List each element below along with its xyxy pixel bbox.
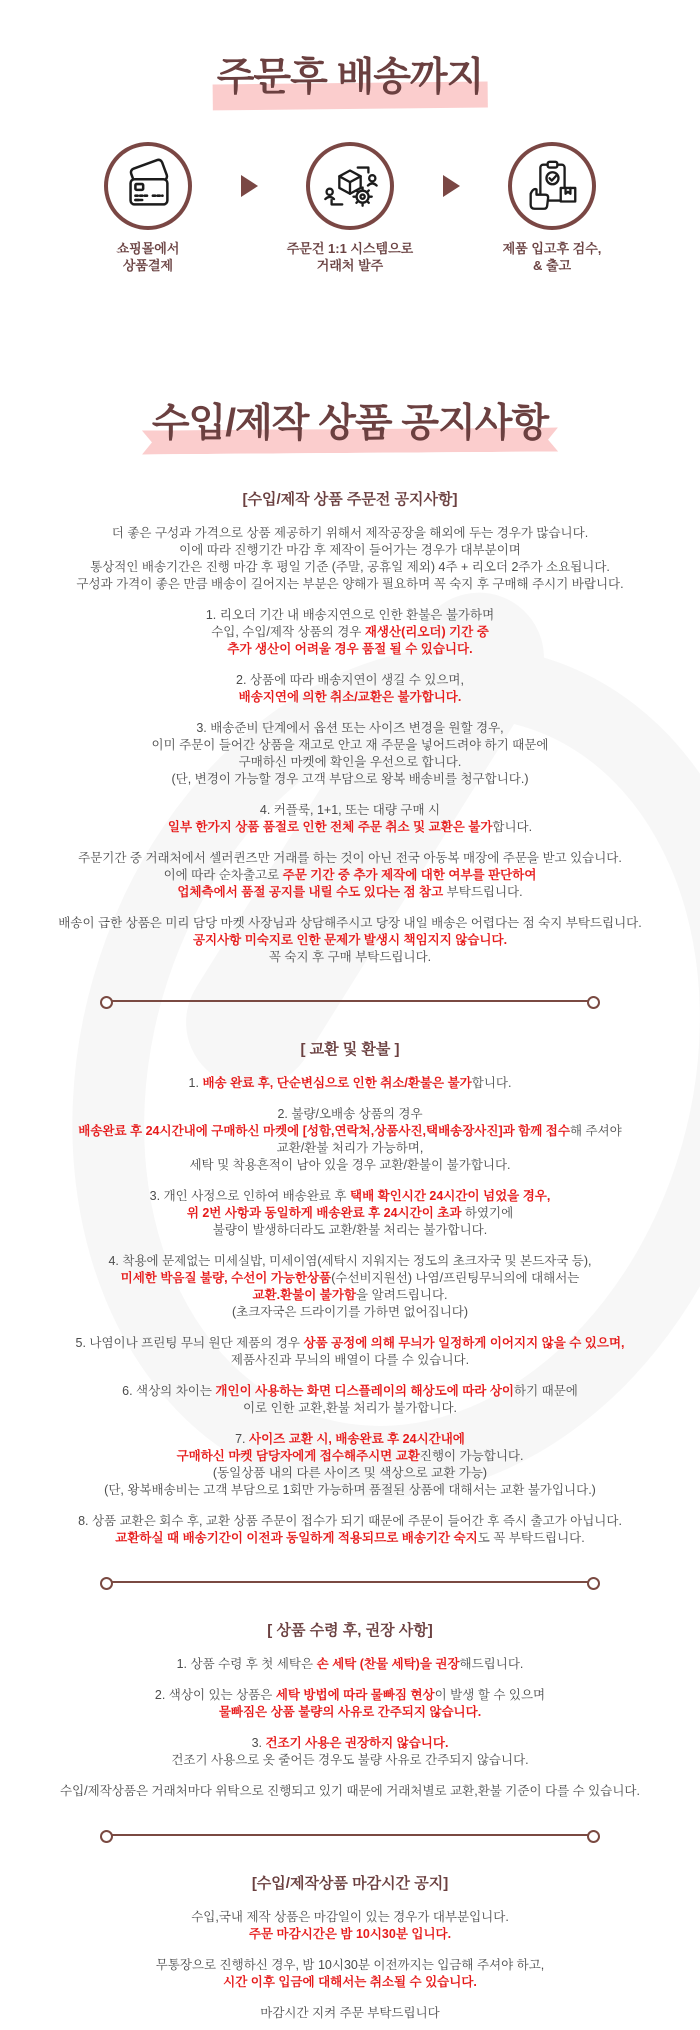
- section-exchange-refund: [0, 1038, 700, 1547]
- text-segment: 교환하실 때 배송기간이 이전과 동일하게 적용되므로 배송기간 숙지: [115, 1531, 478, 1545]
- text-segment: (수선비지원선) 나염/프린팅무늬의에 대해서는: [331, 1271, 580, 1285]
- text-line: [0, 884, 700, 901]
- divider-line: [110, 1000, 590, 1002]
- text-block: [0, 1253, 700, 1321]
- text-segment: 1.: [188, 1076, 203, 1090]
- text-block: [0, 1783, 700, 1800]
- text-segment: 7.: [235, 1432, 250, 1446]
- step-payment-label-line1: 쇼핑몰에서: [116, 241, 180, 256]
- title2-wrap: [152, 392, 548, 448]
- text-segment: 재생산(리오더) 기간 중: [364, 625, 489, 639]
- text-line: [0, 1957, 700, 1974]
- step-order-system-label: [287, 240, 413, 274]
- text-block: [0, 1735, 700, 1769]
- text-segment: 부탁드립니다.: [443, 885, 523, 899]
- text-line: [0, 867, 700, 884]
- text-line: [0, 802, 700, 819]
- text-segment: 합니다.: [492, 820, 533, 834]
- text-line: [0, 1287, 700, 1304]
- text-segment: 해드립니다.: [459, 1657, 524, 1671]
- text-line: [0, 771, 700, 788]
- section-header: [ 상품 수령 후, 권장 사항]: [267, 1622, 433, 1639]
- text-segment: 세탁 방법에 따라 물빠짐 현상: [275, 1688, 435, 1702]
- text-segment: 주문 마감시간은 밤 10시30분 입니다.: [248, 1927, 452, 1941]
- text-line: [0, 1075, 700, 1092]
- text-line: [0, 2005, 700, 2022]
- text-line: [0, 1335, 700, 1352]
- text-segment: 3. 배송준비 단계에서 옵션 또는 사이즈 변경을 원할 경우,: [196, 721, 504, 735]
- text-segment: 상품 공정에 의해 무늬가 일정하게 이어지지 않을 수 있으며,: [303, 1336, 625, 1350]
- text-line: [0, 1431, 700, 1448]
- arrow-2: [438, 142, 464, 197]
- text-line: [0, 1926, 700, 1943]
- text-segment: 5. 나염이나 프린팅 무늬 원단 제품의 경우: [75, 1336, 304, 1350]
- text-segment: 이로 인한 교환,환불 처리가 불가합니다.: [242, 1401, 458, 1415]
- step-inspection-label: [503, 240, 602, 274]
- order-system-circle: [306, 142, 394, 230]
- text-line: [0, 1974, 700, 1991]
- text-segment: 개인이 사용하는 화면 디스플레이의 해상도에 따라 상이: [215, 1384, 514, 1398]
- text-segment: 꼭 숙지 후 구매 부탁드립니다.: [268, 950, 432, 964]
- text-line: [0, 1157, 700, 1174]
- text-segment: (동일상품 내의 다른 사이즈 및 색상으로 교환 가능): [212, 1466, 488, 1480]
- text-segment: 건조기 사용은 권장하지 않습니다.: [265, 1736, 449, 1750]
- arrow-right-icon: [443, 175, 460, 197]
- title1-text: 주문후 배송까지: [216, 56, 484, 99]
- text-segment: 배송이 급한 상품은 미리 담당 마켓 사장님과 상담해주시고 당장 내일 배송은 어렵다는 점 숙지 부탁드립니다.: [58, 916, 642, 930]
- step-order-system-label-line2: 거래처 발주: [316, 258, 384, 273]
- text-segment: 도 꼭 부탁드립니다.: [477, 1531, 585, 1545]
- text-segment: 3.: [251, 1736, 266, 1750]
- text-block: [0, 1909, 700, 1943]
- text-line: [0, 1253, 700, 1270]
- text-block: [0, 525, 700, 593]
- text-line: [0, 949, 700, 966]
- order-system-icon: [319, 155, 381, 217]
- text-segment: 하기 때문에: [514, 1384, 578, 1398]
- text-segment: 시간 이후 입금에 대해서는 취소될 수 있습니다.: [223, 1975, 477, 1989]
- text-segment: 공지사항 미숙지로 인한 문제가 발생시 책임지지 않습니다.: [192, 933, 508, 947]
- text-block: [0, 720, 700, 788]
- section-body: [0, 1909, 700, 2022]
- text-segment: 구성과 가격이 좋은 만큼 배송이 길어지는 부분은 양해가 필요하며 꼭 숙지 후 구매해 주시기 바랍니다.: [76, 577, 624, 591]
- text-segment: 구매하신 마켓 담당자에게 접수해주시면 교환: [176, 1449, 420, 1463]
- text-segment: 1. 리오더 기간 내 배송지연으로 인한 환불은 불가하며: [205, 608, 495, 622]
- text-segment: 6. 색상의 차이는: [122, 1384, 216, 1398]
- divider-ring-right: [587, 1577, 600, 1590]
- divider-ring-left: [100, 1577, 113, 1590]
- text-line: [0, 932, 700, 949]
- text-line: [0, 1188, 700, 1205]
- text-segment: 2. 불량/오배송 상품의 경우: [277, 1107, 423, 1121]
- text-block: [0, 1687, 700, 1721]
- step-payment: [60, 142, 236, 274]
- step-inspection-label-line2: & 출고: [532, 258, 572, 273]
- text-block: [0, 1513, 700, 1547]
- text-segment: 이에 따라 진행기간 마감 후 제작이 들어가는 경우가 대부분이며: [179, 543, 521, 557]
- text-segment: 교환/환불 처리가 가능하며,: [276, 1141, 424, 1155]
- text-segment: 1. 상품 수령 후 첫 세탁은: [176, 1657, 317, 1671]
- step-inspection-label-line1: 제품 입고후 검수,: [502, 241, 602, 256]
- text-line: [0, 1704, 700, 1721]
- text-segment: (단, 변경이 가능할 경우 고객 부담으로 왕복 배송비를 청구합니다.): [171, 772, 529, 786]
- text-line: [0, 1530, 700, 1547]
- text-block: [0, 1656, 700, 1673]
- text-segment: 세탁 및 착용흔적이 남아 있을 경우 교환/환불이 불가합니다.: [189, 1158, 511, 1172]
- text-segment: 주문기간 중 거래처에서 셀러퀸즈만 거래를 하는 것이 아닌 전국 아동복 매장에 주문을 받고 있습니다.: [78, 851, 622, 865]
- text-line: [0, 1400, 700, 1417]
- text-block: [0, 1957, 700, 1991]
- text-segment: 미세한 박음질 불량, 수선이 가능한상품: [120, 1271, 332, 1285]
- text-block: [0, 1335, 700, 1369]
- import-notice-title: [0, 392, 700, 448]
- text-line: [0, 1513, 700, 1530]
- text-segment: 불량이 발생하더라도 교환/환불 처리는 불가합니다.: [212, 1223, 488, 1237]
- text-segment: 을 알려드립니다.: [356, 1288, 448, 1302]
- text-line: [0, 737, 700, 754]
- step-order-system-label-line1: 주문건 1:1 시스템으로: [286, 241, 414, 256]
- text-block: [0, 1075, 700, 1092]
- title1-wrap: [217, 46, 484, 102]
- text-line: [0, 525, 700, 542]
- text-line: [0, 720, 700, 737]
- text-line: [0, 1205, 700, 1222]
- payment-circle: [104, 142, 192, 230]
- text-line: [0, 624, 700, 641]
- text-segment: 제품사진과 무늬의 배열이 다를 수 있습니다.: [230, 1353, 470, 1367]
- text-segment: 택배 확인시간 24시간이 넘었을 경우,: [350, 1189, 551, 1203]
- text-segment: 배송 완료 후, 단순변심으로 인한 취소/환불은 불가: [202, 1076, 472, 1090]
- text-segment: 무통장으로 진행하신 경우, 밤 10시30분 이전까지는 입금해 주셔야 하고,: [155, 1958, 545, 1972]
- text-segment: 진행이 가능합니다.: [419, 1449, 524, 1463]
- text-segment: 수입/제작상품은 거래처마다 위탁으로 진행되고 있기 때문에 거래처별로 교환,환불 기준이 다를 수 있습니다.: [60, 1784, 640, 1798]
- text-line: [0, 850, 700, 867]
- text-segment: 합니다.: [471, 1076, 512, 1090]
- text-line: [0, 1222, 700, 1239]
- inspection-circle: [508, 142, 596, 230]
- step-order-system: [262, 142, 438, 274]
- text-segment: 2. 색상이 있는 상품은: [154, 1688, 276, 1702]
- text-segment: 일부 한가지 상품 품절로 인한 전체 주문 취소 및 교환은 불가: [167, 820, 493, 834]
- text-segment: 수입, 수입/제작 상품의 경우: [211, 625, 365, 639]
- title2-text: 수입/제작 상품 공지사항: [151, 402, 549, 445]
- section-body: [0, 525, 700, 966]
- order-process-steps: [0, 142, 700, 274]
- text-line: [0, 542, 700, 559]
- section-after-receipt: [0, 1619, 700, 1800]
- section-divider: [100, 996, 600, 1008]
- divider-ring-right: [587, 1830, 600, 1843]
- divider-ring-right: [587, 996, 600, 1009]
- text-segment: 수입,국내 제작 상품은 마감일이 있는 경우가 대부분입니다.: [191, 1910, 509, 1924]
- text-line: [0, 1140, 700, 1157]
- text-segment: 위 2번 사항과 동일하게 배송완료 후 24시간이 초과: [186, 1206, 462, 1220]
- credit-card-icon: [117, 155, 179, 217]
- text-block: [0, 1188, 700, 1239]
- step-inspection: [464, 142, 640, 274]
- divider-ring-left: [100, 1830, 113, 1843]
- text-line: [0, 576, 700, 593]
- arrow-1: [236, 142, 262, 197]
- text-line: [0, 672, 700, 689]
- divider-line: [110, 1834, 590, 1836]
- text-segment: 구매하신 마켓에 확인을 우선으로 합니다.: [238, 755, 462, 769]
- text-line: [0, 689, 700, 706]
- text-segment: 3. 개인 사정으로 인하여 배송완료 후: [149, 1189, 350, 1203]
- text-segment: 손 세탁 (찬물 세탁)을 권장: [316, 1657, 460, 1671]
- text-segment: 배송완료 후 24시간내에 구매하신 마켓에 [성함,연락처,상품사진,택배송장사진]과 함께 접수: [78, 1124, 570, 1138]
- text-block: [0, 1383, 700, 1417]
- text-line: [0, 1123, 700, 1140]
- section-header: [ 교환 및 환불 ]: [300, 1041, 400, 1058]
- text-line: [0, 1783, 700, 1800]
- text-line: [0, 1482, 700, 1499]
- text-segment: 물빠짐은 상품 불량의 사유로 간주되지 않습니다.: [218, 1705, 482, 1719]
- text-line: [0, 819, 700, 836]
- step-payment-label: [117, 240, 180, 274]
- inspection-shipping-icon: [521, 155, 583, 217]
- text-segment: 이 발생 할 수 있으며: [434, 1688, 546, 1702]
- text-line: [0, 915, 700, 932]
- text-block: [0, 1431, 700, 1499]
- section-header: [수입/제작상품 마감시간 공지]: [251, 1875, 449, 1892]
- section-header: [수입/제작 상품 주문전 공지사항]: [242, 491, 458, 508]
- section-deadline-notice: [0, 1872, 700, 2022]
- section-pre-order-notice: [0, 488, 700, 966]
- text-segment: 통상적인 배송기간은 진행 마감 후 평일 기준 (주말, 공휴일 제외) 4주 + 리오더 2주가 소요됩니다.: [90, 560, 610, 574]
- text-line: [0, 559, 700, 576]
- text-block: [0, 802, 700, 836]
- section-body: [0, 1656, 700, 1800]
- text-line: [0, 1304, 700, 1321]
- text-line: [0, 1383, 700, 1400]
- text-segment: 업체측에서 품절 공지를 내릴 수도 있다는 점 참고: [177, 885, 444, 899]
- text-segment: 하였기에: [461, 1206, 514, 1220]
- arrow-right-icon: [241, 175, 258, 197]
- text-segment: 배송지연에 의한 취소/교환은 불가합니다.: [238, 690, 462, 704]
- text-segment: 사이즈 교환 시, 배송완료 후 24시간내에: [249, 1432, 465, 1446]
- text-segment: 더 좋은 구성과 가격으로 상품 제공하기 위해서 제작공장을 해외에 두는 경우가 많습니다.: [111, 526, 589, 540]
- text-segment: (초크자국은 드라이기를 가하면 없어집니다): [231, 1305, 469, 1319]
- text-block: [0, 915, 700, 966]
- text-line: [0, 1687, 700, 1704]
- text-segment: 교환.환불이 불가함: [252, 1288, 357, 1302]
- text-line: [0, 1752, 700, 1769]
- text-segment: (단, 왕복배송비는 고객 부담으로 1회만 가능하며 품절된 상품에 대해서는 교환 불가입니다.): [104, 1483, 596, 1497]
- text-block: [0, 672, 700, 706]
- text-line: [0, 754, 700, 771]
- order-to-delivery-title: [0, 0, 700, 102]
- text-segment: 해 주셔야: [569, 1124, 622, 1138]
- text-segment: 8. 상품 교환은 회수 후, 교환 상품 주문이 접수가 되기 때문에 주문이 들어간 후 즉시 출고가 아닙니다.: [78, 1514, 622, 1528]
- text-line: [0, 1270, 700, 1287]
- text-segment: 4. 커플룩, 1+1, 또는 대량 구매 시: [259, 803, 441, 817]
- text-block: [0, 1106, 700, 1174]
- text-line: [0, 1656, 700, 1673]
- text-block: [0, 850, 700, 901]
- section-divider: [100, 1830, 600, 1842]
- text-line: [0, 1465, 700, 1482]
- text-line: [0, 1352, 700, 1369]
- text-segment: 이미 주문이 들어간 상품을 재고로 안고 재 주문을 넣어드려야 하기 때문에: [151, 738, 549, 752]
- step-payment-label-line2: 상품결제: [122, 258, 174, 273]
- section-body: [0, 1075, 700, 1547]
- text-segment: 추가 생산이 어려울 경우 품절 될 수 있습니다.: [227, 642, 473, 656]
- text-block: [0, 607, 700, 658]
- text-segment: 이에 따라 순차출고로: [163, 868, 283, 882]
- text-line: [0, 1448, 700, 1465]
- text-segment: 마감시간 지켜 주문 부탁드립니다: [260, 2006, 440, 2020]
- text-segment: 건조기 사용으로 옷 줄어든 경우도 불량 사유로 간주되지 않습니다.: [171, 1753, 529, 1767]
- text-segment: 4. 착용에 문제없는 미세실밥, 미세이염(세탁시 지워지는 정도의 초크자국 및 본드자국 등),: [108, 1254, 592, 1268]
- section-divider: [100, 1577, 600, 1589]
- divider-ring-left: [100, 996, 113, 1009]
- text-line: [0, 1909, 700, 1926]
- text-segment: 주문 기간 중 추가 제작에 대한 여부를 판단하여: [282, 868, 537, 882]
- text-line: [0, 1735, 700, 1752]
- text-segment: 2. 상품에 따라 배송지연이 생길 수 있으며,: [236, 673, 464, 687]
- text-block: [0, 2005, 700, 2022]
- text-line: [0, 1106, 700, 1123]
- text-line: [0, 641, 700, 658]
- divider-line: [110, 1581, 590, 1583]
- text-line: [0, 607, 700, 624]
